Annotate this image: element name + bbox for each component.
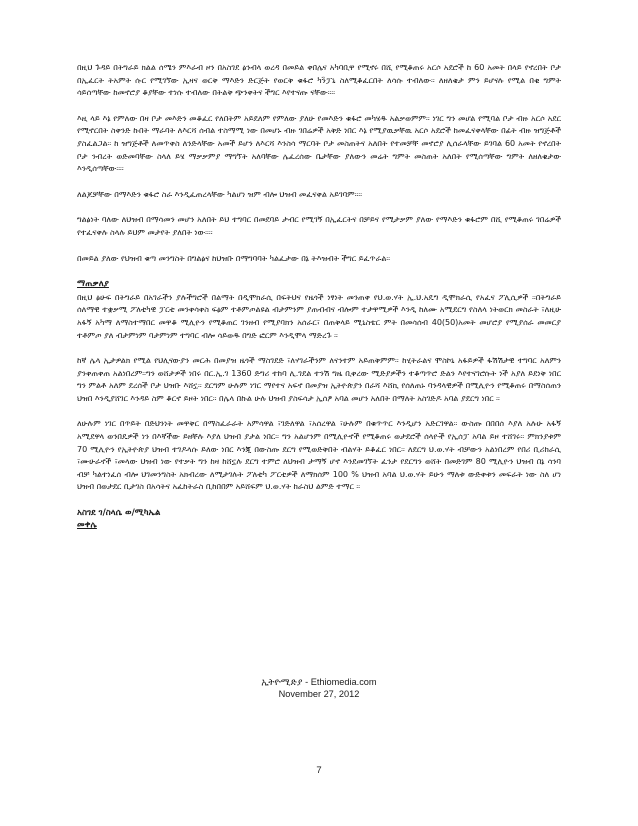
paragraph-4: ግልፅነት ባለው ለህዝብ በማሳመን መሆን አለበት ይህ ተግባር በመደባይ ታብር የሚገኝ በኢፈርትና በቻይና የሚታቃም ያለው የማእድን ቁፋሮም በሺ የሚቆጠሩ ገበሬዎች የተፈናቀሉ ስላሉ ይህም መታየት ያለበት ነው።። <box>77 215 561 237</box>
summary-paragraph-1: በዚህ ፅሁፍ በትግራይ በአገራችን ያሉችግሮች በልማት በዲሞክራሲ በፍትህና የዜጎች ነፃነት መንጠቀ የህ.ወ.ሃት ኢ.ህ.አዴግ ዲሞክራሲ የአፈና ፖሊሲዎች ።በትግራይ ሰለማዊ ተቋቃሚ ፖለቲካዊ ፓርቲ መንቀሳቀስ ፍፅም ተቶምጦልዩል ብታምንም ያጠብብና ብሎም ተታዋሚዎች እንዲ ከለሙ አሚደርግ የስለላ ነትወርክ መስራት ፣ለዚሁ አፋኝ አካማ ለማስተማበር መዋቆ ሚሊዮን የሚቆጠር ገንዘብ የሚያባክን አሰራር፣ በጠቅላይ ሚኒስቴር ምት በመሳሰብ 40(50)አመት መሆሮያ የሚያሰራ መመርያ ተቶምጦ ያለ ብታምነም ባታምነም ተግባር ብሎ ሳይወዱ በግድ ፎርም እንዲሞላ ማድረጉ ። <box>77 292 561 340</box>
page-number: 7 <box>316 765 322 776</box>
paragraph-5: በመይል ያለው የህዝብ ቁጣ መንግስት በግልፅና ከህዝቡ በማግባባት ካልፈታው በኔ ትእዝብት ችግር ይፈጥራል። <box>77 253 391 263</box>
paragraph-3: ለልጆቻቸው በማእድን ቁፋሮ ስራ እንዲፈጠረላቸው ካልሆነ ዝም ብሎ ህዝብ መፈናቀል አይገባም።። <box>77 189 363 199</box>
footer-source: ኢትዮሚድያ - Ethiomedia.com <box>261 677 377 687</box>
author-name: አስገደ ገ/ስላሴ ወ/ሚካኤል <box>77 508 161 519</box>
summary-paragraph-3: ለሁሉም ነገር በጥይት በድህንነት መዋቅር በማስፈራራት አምሳዋል ፣ገድለዋል ፣አሰረዋል ፣ሁሉም በቁጥጥር እንዲሆን አድርገዋል። ውስጡ በበበሰ እያለ አሉሁ አፋኝ አሚደዋላ ወንበዴዎች ነን በእኛችው ይዘቸሉ እያለ ህዝብ ያታል ነበር። ግን አልሆንም በሚሊዮኖች የሚቆጠሩ ወታደሮች ሰላዮች የኢሰፓ አባል ይዞ ተሸገሩ። ምክንያቱም 70 ሚሊዮን የኢትዮጵያ ህዝብ ተገዶላሱ ይለው ነበር እንጂ በውስጡ ደርግ የሚወድቅበት ብልሃት ይቆፈር ነበር። ለደርግ ህ.ወ.ሃት ብቻውን አልነበረም የበሪ ቢሪከራሲ ፣ሙሁራኖች ፣መላው ህዝብ ነው የተቃት ግን ከዛ ከሸኗሉ ደርግ ተምሮ ለህዝብ ታማኝ ሆኖ እንደመገኘት ፈንታ የደርግን ወሸት በመድገም 80 ሚሊዮን ህዝብ በኔ ሳንባ ብቻ ካልተነፈሰ ብሎ ህገመንግስት አክብረው ለሚታገሉት ፖለቲካ ፖርቲዎች ለማክሰም 100 % ህዝብ አባል ህ.ወ.ሃት ይሁን ማለቱ ውድቀቱን መፍራት ነው ስለ ሆነ ህዝብ በወታደር ቢታገስ በአሳትና አፈከትራስ ቢከበበም አይሸፍም ህ.ወ.ሃት ከራስህ ልምድ ተማር ። <box>77 419 561 492</box>
paragraph-2: እዚ ላይ እኔ የምለው በዛ ቦታ መእድን መቆፈር የለበትም አይደለም የምለው ያለሁ የመእድን ቁፋሮ መካሄዱ አልቃወምም። ነገር ግን መሆል የሚባል ቦታ ብዙ አርሶ አደር የሚኖርበት ስቀንድ ኩበት ማራባት ለእርሻ ሰብል ተስማሚ ነው በመሆኑ ብዙ ገበሬዎች አቅድ ነበር እኔ የሚያዉቃቸዉ አርሶ አደሮች ከመፈናቀላቸው በፊት ብዙ ዝግጅቶች ያስፈልጋል። ከ ዝግጅቶች ለመጥቀስ ለንድላቸው አመች ይሆን ለእርሻ እንስሳ ማርባት ቦታ መስጠትና አለበት የተመቻቸ መኖሮያ ሊሰራላቸው ይገባል 60 አመት የኖረበት ቦታ ንብረት ወድመባቸው ስላለ ይሄ ማቃቃምያ ማግኘት አለባቸው ሌፈረሰው ቤታቸው ያለውን መሬት ግምት መስጠት አለበት የሚሰጣቸው ግምት ለዘለቄታው እንዲሰጣቸው።። <box>77 113 561 174</box>
section-heading: ማጠቃለያ <box>77 279 109 290</box>
page-footer <box>0 676 638 700</box>
paragraph-1: በዚህ ጉዳይ በትግራይ ክልል ሰሜን ምእራብ ዞን በአስገደ ፅንብላ ወረዳ በመይል ቀበሌና አካባቢዋ የሚኖሩ በሺ የሚቆጠሩ አርሶ አደሮች ከ 60 አመት በላይ የኖረበት ቦታ በኢፈርት ትአምት ሱር የሚገኘው ኢዛና ወርቅ ማእድን ድርጅት የወርቅ ቁፋሮ ካን፟ፓኒ ስለሚቆፈርበት ለሳሱ ተብለው። ለዘለቄታ ምን ይሆናሉ የሚል በቂ ግምት ሳይሰጣቸው ከመኖሮያ ቆያቸው ተነሱ ተብለው በትልቅ ጭንቀትና ችግር እየተናጡ ናቸው።። <box>77 63 561 98</box>
author-place: መቀሌ <box>77 520 97 531</box>
summary-paragraph-2: ከኛ ሌላ ኢታዎልክ የሚል የህሊናውያን መርሕ በመያዝ ዜጎች ማስገደድ ፣ለሃገራችንም ለናንተም አይጠቅምም። ከሂትራልና ሞስኮኒ አፋይዎች ፋሽሽታዊ ተግባር አለምን ያንቀጠቀጠ አልነበረም።ግን ወሸታዎች ነበሩ በር.ኢ.ገ 1360 ድግሪ ተከባ ሊ.ገደል ተንሽ ግዜ ቢቀረው ሚድያዎችን ተቆጣጥሮ ድልን እየተናገሮሱት ነች አያለ ይደነቅ ነበር ግን ምልቶ አለም ደረሰች ቦታ ህዝቡ እሸኗ። ደርግም ሁሉም ነገር ማየተና አፍኖ በመያዝ ኢትዮጵያን በራሻ እሸኪ የሰለጠኑ ባንዳላዊዎች በሚሊዮን የሚቆጠሩ በማስሰጠን ህዝበ እንዲያሸገር እንዳይ ስም ቆርኖ ይዞት ነበር። በሌላ በኩል ሁሉ ህዝብ ያስፍሳታ ኢሰፆ አባል መሆን አለበት በማለት አስገድዶ አባል ያደርግ ነበር ። <box>77 356 561 403</box>
footer-date: November 27, 2012 <box>278 689 360 699</box>
